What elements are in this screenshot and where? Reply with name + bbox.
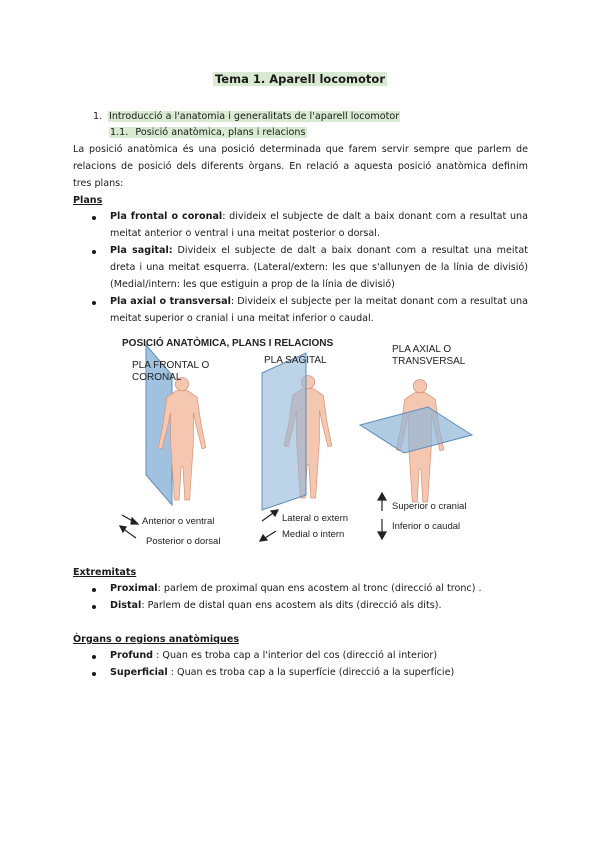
plan-sagital-line: dreta i una meitat esquerra. (Lateral/extern: les que s'allunyen de la línia de divisió) bbox=[110, 262, 528, 273]
posterior-label: Posterior o dorsal bbox=[146, 536, 221, 547]
intro-line: relacions de posició dels diferents òrgans. En relació a aquesta posició anatòmica definim bbox=[73, 161, 528, 172]
page-title: Tema 1. Aparell locomotor bbox=[214, 72, 385, 86]
axial-plane bbox=[360, 407, 472, 453]
bullet bbox=[92, 250, 96, 254]
bullet bbox=[92, 588, 96, 592]
anterior-arrowhead bbox=[131, 518, 138, 524]
medial-arrowhead bbox=[260, 535, 267, 541]
organs-item-superficial: Superficial : Quan es troba cap a la superfície (direcció a la superfície) bbox=[110, 667, 455, 678]
extremitats-item-proximal: Proximal: parlem de proximal quan ens acostem al tronc (direcció al tronc) . bbox=[110, 583, 482, 594]
sagital-label: PLA SAGITAL bbox=[264, 355, 327, 366]
plan-frontal-line: meitat anterior o ventral i una meitat posterior o dorsal. bbox=[110, 228, 381, 239]
plans-heading: Plans bbox=[73, 195, 103, 206]
medial-label: Medial o intern bbox=[282, 529, 345, 540]
plan-frontal-line: Pla frontal o coronal: divideix el subjecte de dalt a baix donant com a resultat una bbox=[110, 211, 528, 222]
lateral-label: Lateral o extern bbox=[282, 513, 349, 524]
lateral-arrowhead bbox=[271, 510, 278, 516]
frontal-label: PLA FRONTAL O bbox=[132, 360, 210, 371]
bullet bbox=[92, 301, 96, 305]
subsection-number: 1.1. bbox=[110, 127, 129, 138]
section-number: 1. bbox=[93, 111, 103, 122]
subsection-heading: 1.1. Posició anatòmica, plans i relacions bbox=[110, 127, 306, 138]
extremitats-heading: Extremitats bbox=[73, 567, 137, 578]
sagital-plane bbox=[262, 353, 306, 510]
frontal-label: CORONAL bbox=[132, 372, 182, 383]
superior-label: Superior o cranial bbox=[392, 501, 467, 512]
axial-label: PLA AXIAL O bbox=[392, 344, 452, 355]
figure-title: POSICIÓ ANATÒMICA, PLANS I RELACIONS bbox=[122, 338, 334, 349]
plan-sagital-line: Pla sagital: Divideix el subjecte de dalt a baix donant com a resultat una meitat bbox=[110, 245, 528, 256]
plan-sagital-line: (Medial/intern: les que estiguin a prop de la línia de divisió) bbox=[110, 279, 395, 290]
extremitats-item-distal: Distal: Parlem de distal quan ens acostem als dits (direcció als dits). bbox=[110, 600, 442, 611]
bullet bbox=[92, 655, 96, 659]
anatomy-figure bbox=[110, 335, 490, 555]
organs-item-profund: Profund : Quan es troba cap a l'interior del cos (direcció al interior) bbox=[110, 650, 438, 661]
posterior-arrowhead bbox=[120, 526, 126, 532]
organs-heading: Òrgans o regions anatòmiques bbox=[73, 634, 240, 645]
axial-label: TRANSVERSAL bbox=[392, 356, 466, 367]
intro-line: La posició anatòmica és una posició determinada que farem servir sempre que parlem de bbox=[73, 144, 528, 155]
inferior-label: Inferior o caudal bbox=[392, 521, 461, 532]
inferior-arrowhead bbox=[378, 532, 386, 539]
bullet bbox=[92, 216, 96, 220]
plan-axial-line: meitat superior o cranial i una meitat inferior o caudal. bbox=[110, 313, 374, 324]
superior-arrowhead bbox=[378, 493, 386, 500]
section-heading: Introducció a l'anatomia i generalitats de l'aparell locomotor bbox=[109, 111, 400, 122]
plan-axial-line: Pla axial o transversal: Divideix el subjecte per la meitat donant com a resultat una bbox=[110, 296, 528, 307]
bullet bbox=[92, 672, 96, 676]
bullet bbox=[92, 605, 96, 609]
intro-line: tres plans: bbox=[73, 178, 124, 189]
anterior-label: Anterior o ventral bbox=[142, 516, 215, 527]
